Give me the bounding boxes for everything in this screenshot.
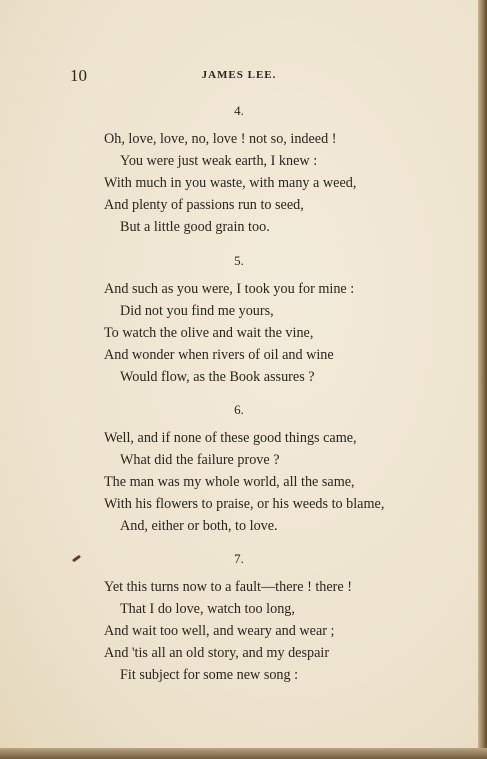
verse-line: That I do love, watch too long,	[120, 601, 295, 617]
verse-line: Did not you find me yours,	[120, 303, 274, 319]
stanza-7	[0, 551, 478, 686]
verse-line: Oh, love, love, no, love ! not so, indeed !	[104, 131, 337, 147]
verse-line: And plenty of passions run to seed,	[104, 197, 304, 213]
verse-line: But a little good grain too.	[120, 219, 270, 235]
verse-line: Yet this turns now to a fault—there ! there !	[104, 579, 352, 595]
stanza-6	[0, 402, 478, 537]
stanza-5	[0, 253, 478, 388]
running-title: JAMES LEE.	[201, 69, 277, 81]
verse-line: With his flowers to praise, or his weeds to blame,	[104, 496, 385, 512]
page-number: 10	[70, 66, 87, 85]
verse-line: What did the failure prove ?	[120, 452, 280, 468]
verse-line: And 'tis all an old story, and my despair	[104, 645, 330, 661]
verse-line: Well, and if none of these good things came,	[104, 430, 357, 446]
verse-line: And wait too well, and weary and wear ;	[104, 623, 335, 639]
verse-line: And such as you were, I took you for mine :	[104, 281, 355, 297]
verse-line: You were just weak earth, I knew :	[120, 153, 318, 169]
verse-line: Would flow, as the Book assures ?	[120, 369, 315, 385]
book-spine-edge	[478, 0, 487, 759]
stanza-number: 5.	[234, 253, 244, 268]
stanza-number: 4.	[234, 103, 244, 118]
verse-line: With much in you waste, with many a weed,	[104, 175, 357, 191]
verse-line: And, either or both, to love.	[120, 518, 278, 534]
stanza-number: 7.	[234, 551, 244, 566]
book-bottom-edge	[0, 748, 487, 759]
verse-line: The man was my whole world, all the same,	[104, 474, 355, 490]
stanza-4	[0, 103, 478, 238]
stanza-number: 6.	[234, 402, 244, 417]
verse-line: To watch the olive and wait the vine,	[104, 325, 314, 341]
verse-line: Fit subject for some new song :	[120, 667, 299, 683]
verse-line: And wonder when rivers of oil and wine	[104, 347, 334, 363]
